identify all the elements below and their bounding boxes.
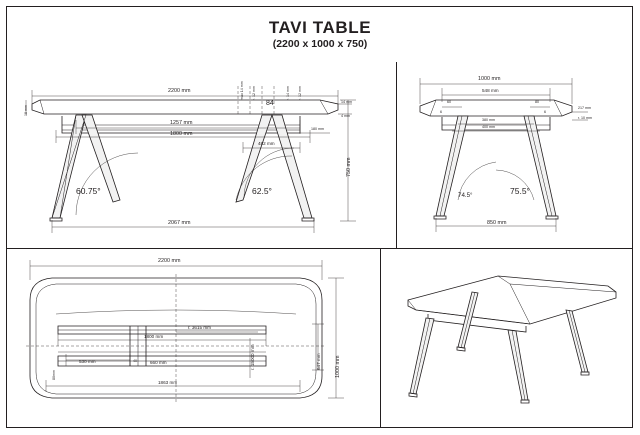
top-dim-depth: 1000 mm (335, 355, 341, 378)
top-dim-small-2: 80mm (52, 370, 56, 380)
front-dim-rail-d: r. 12 mm (298, 86, 302, 100)
page-title: TAVI TABLE (268, 18, 372, 37)
front-dim-height: 750 mm (346, 157, 352, 177)
front-dim-angle-ref: 84 (266, 100, 274, 107)
side-dim-top-width: 1000 mm (478, 76, 501, 82)
top-dim-small-1: 40 (133, 359, 137, 363)
front-dim-inner-2: 1800 mm (170, 131, 193, 137)
front-dim-right-small-2: 4 mm (341, 114, 350, 118)
side-angle-left: 74.5° (458, 192, 473, 199)
top-dim-inner-width-4: 1863 mm (158, 380, 178, 385)
front-dim-right-small-1: 14 mm (341, 100, 352, 104)
side-dim-right-small: 80 (535, 100, 539, 104)
side-dim-base-width: 850 mm (487, 220, 507, 226)
front-elevation-geometry (0, 0, 396, 248)
front-dim-inner-1: 1257 mm (170, 120, 193, 126)
side-dim-radius: r. 10 mm (578, 116, 592, 120)
top-dim-inner-width-2: 660 mm (150, 360, 167, 365)
side-dim-inner-b: 380 mm (482, 118, 495, 122)
top-view-geometry (0, 248, 380, 428)
top-dim-inner-depth: 647 mm (316, 353, 321, 370)
page-subtitle: (2200 x 1000 x 750) (272, 38, 368, 50)
top-dim-width: 2200 mm (158, 258, 181, 264)
isometric-view-geometry (380, 248, 632, 428)
top-dim-radius-2: r. 15000 mm (250, 344, 255, 370)
side-dim-inner: 548 mm (482, 88, 499, 93)
top-dim-inner-width-1: 1800 mm (144, 334, 164, 339)
front-dim-top-width: 2200 mm (168, 88, 191, 94)
front-dim-top-thickness: 18 mm (24, 105, 28, 116)
top-dim-inner-width-3: 530 mm (79, 359, 96, 364)
front-dim-rail-b: r. 12 mm (252, 86, 256, 100)
side-dim-tick-right: 6 (544, 110, 546, 114)
front-dim-leg-spread: 482 mm (258, 141, 275, 146)
side-dim-inner-c: 400 mm (482, 125, 495, 129)
side-angle-right: 75.5° (510, 186, 530, 196)
side-dim-thickness: 217 mm (578, 106, 591, 110)
front-dim-base-width: 2067 mm (168, 220, 191, 226)
side-dim-left-small: 60 (447, 100, 451, 104)
side-dim-tick-left: 6 (440, 110, 442, 114)
front-dim-foot-offset: 180 mm (311, 127, 324, 131)
front-dim-rail-a: max 14 mm (240, 81, 244, 100)
front-dim-rail-c: r. 14 mm (286, 86, 290, 100)
front-angle-right: 62.5° (252, 186, 272, 196)
front-angle-left: 60.75° (76, 186, 101, 196)
top-dim-radius-1: r. 3615 mm (188, 325, 211, 330)
side-elevation-geometry (396, 0, 636, 248)
